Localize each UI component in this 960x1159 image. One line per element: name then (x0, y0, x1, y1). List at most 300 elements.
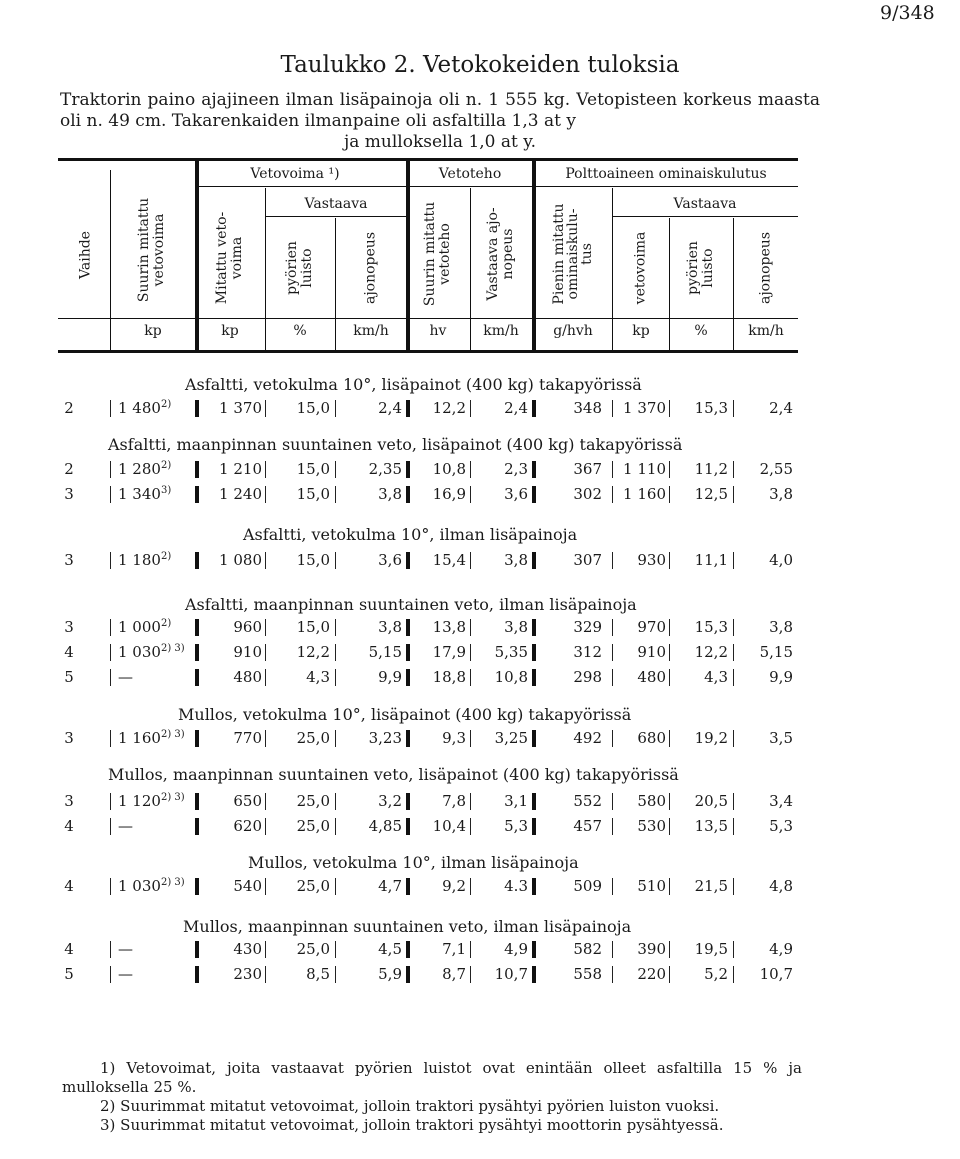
header-col-line (733, 218, 734, 352)
column-separator (612, 552, 613, 569)
value-cell: 9,3 (442, 729, 466, 747)
value-cell: 12,2 (432, 399, 466, 417)
column-separator (470, 486, 471, 503)
column-separator (669, 400, 670, 417)
value-cell: 3,8 (504, 551, 528, 569)
column-separator (470, 400, 471, 417)
column-separator (532, 793, 536, 810)
unit-rule (58, 318, 798, 319)
column-separator (532, 644, 536, 661)
max-force-cell: 1 340$^{3)}$ (118, 485, 172, 503)
value-cell: 10,8 (494, 668, 528, 686)
value-cell: 2,3 (504, 460, 528, 478)
column-separator (110, 793, 111, 810)
column-separator (110, 818, 111, 835)
value-cell: 3,8 (769, 618, 793, 636)
max-force-cell: 1 $030^{2) 3)}$ (118, 877, 185, 895)
column-separator (612, 793, 613, 810)
column-separator (335, 818, 336, 835)
value-cell: 11,1 (694, 551, 728, 569)
column-separator (110, 730, 111, 747)
footnote-ref: 2) (160, 618, 172, 629)
value-cell: 558 (573, 965, 602, 983)
header-max-power: Suurin mitattu vetoteho (422, 201, 453, 307)
header-fuel-group: Polttoaineen ominaiskulutus (565, 166, 767, 182)
value-cell: 12,5 (694, 485, 728, 503)
column-separator (470, 461, 471, 478)
value-cell: 1 240 (219, 485, 262, 503)
value-cell: 12,2 (694, 643, 728, 661)
column-separator (669, 486, 670, 503)
value-cell: 5,15 (368, 643, 402, 661)
value-cell: 960 (233, 618, 262, 636)
footnote-3: 3) Suurimmat mitatut vetovoimat, jolloin traktori pysähtyi moottorin pysähtyessä. (100, 1116, 724, 1134)
column-separator (265, 818, 266, 835)
column-separator (532, 400, 536, 417)
column-separator (110, 644, 111, 661)
unit-slip: % (293, 323, 307, 339)
value-cell: 15,0 (296, 485, 330, 503)
group-rule-vetoteho (408, 186, 534, 187)
column-separator (733, 552, 734, 569)
gear-cell: 5 (64, 965, 74, 983)
column-separator (669, 793, 670, 810)
column-separator (612, 730, 613, 747)
value-cell: 457 (573, 817, 602, 835)
column-separator (110, 400, 111, 417)
footnote-ref: 2) (160, 399, 172, 410)
column-separator (669, 941, 670, 958)
column-separator (265, 552, 266, 569)
column-separator (612, 941, 613, 958)
column-separator (612, 486, 613, 503)
value-cell: 4,85 (368, 817, 402, 835)
value-cell: 580 (637, 792, 666, 810)
value-cell: 3,8 (378, 485, 402, 503)
header-col-line (110, 170, 111, 352)
column-separator (669, 552, 670, 569)
column-separator (733, 818, 734, 835)
footnote-ref: 2) 3) (160, 729, 185, 740)
column-separator (195, 552, 199, 569)
table-row (0, 939, 960, 959)
header-fuel-force: vetovoima (632, 231, 649, 305)
value-cell: 4.3 (504, 877, 528, 895)
value-cell: 15,0 (296, 460, 330, 478)
header-fuel-slip: pyörien luisto (685, 241, 716, 295)
column-separator (733, 878, 734, 895)
column-separator (110, 669, 111, 686)
value-cell: 390 (637, 940, 666, 958)
value-cell: 770 (233, 729, 262, 747)
column-separator (406, 644, 410, 661)
value-cell: 4,9 (769, 940, 793, 958)
column-separator (406, 619, 410, 636)
column-separator (532, 461, 536, 478)
intro-line-2: ja mulloksella 1,0 at y. (343, 132, 537, 152)
header-col-line (195, 160, 199, 352)
value-cell: 3,8 (504, 618, 528, 636)
value-cell: 1 110 (623, 460, 666, 478)
column-separator (265, 730, 266, 747)
column-separator (265, 669, 266, 686)
column-separator (532, 730, 536, 747)
header-col-line (532, 160, 536, 352)
value-cell: 307 (573, 551, 602, 569)
column-separator (406, 730, 410, 747)
value-cell: 17,9 (432, 643, 466, 661)
unit-power-speed: km/h (483, 323, 519, 339)
value-cell: 2,4 (769, 399, 793, 417)
column-separator (195, 461, 199, 478)
table-row (0, 816, 960, 836)
footnote-ref: 2) (160, 460, 172, 471)
value-cell: 7,1 (442, 940, 466, 958)
table-row (0, 667, 960, 687)
value-cell: 1 080 (219, 551, 262, 569)
gear-cell: 2 (64, 460, 74, 478)
column-separator (406, 793, 410, 810)
max-force-cell: 1 $160^{2) 3)}$ (118, 729, 185, 747)
header-slip: pyörien luisto (284, 241, 315, 295)
column-separator (110, 966, 111, 983)
value-cell: 21,5 (694, 877, 728, 895)
footnote-ref: 2) 3) (160, 643, 185, 654)
value-cell: 312 (573, 643, 602, 661)
column-separator (669, 730, 670, 747)
section-title: Mullos, maanpinnan suuntainen veto, lisäpainot (400 kg) takapyörissä (108, 765, 679, 784)
value-cell: 552 (573, 792, 602, 810)
column-separator (733, 619, 734, 636)
max-force-cell: — (118, 940, 133, 958)
value-cell: 367 (573, 460, 602, 478)
column-separator (612, 878, 613, 895)
header-col-line (265, 188, 266, 352)
column-separator (733, 400, 734, 417)
value-cell: 480 (233, 668, 262, 686)
column-separator (470, 941, 471, 958)
value-cell: 4,9 (504, 940, 528, 958)
section-title: Mullos, vetokulma 10°, lisäpainot (400 kg) takapyörissä (178, 705, 632, 724)
table-row (0, 550, 960, 570)
value-cell: 4,3 (704, 668, 728, 686)
footnote-ref: 2) 3) (160, 792, 185, 803)
value-cell: 230 (233, 965, 262, 983)
column-separator (335, 486, 336, 503)
max-force-cell: 1 480$^{2)}$ (118, 399, 172, 417)
column-separator (406, 461, 410, 478)
value-cell: 10,4 (432, 817, 466, 835)
column-separator (335, 669, 336, 686)
value-cell: 510 (637, 877, 666, 895)
column-separator (532, 941, 536, 958)
column-separator (733, 461, 734, 478)
column-separator (195, 486, 199, 503)
column-separator (335, 461, 336, 478)
column-separator (335, 730, 336, 747)
header-col-line (669, 218, 670, 352)
header-vastaava2: Vastaava (673, 196, 737, 212)
value-cell: 15,4 (432, 551, 466, 569)
header-power-speed: Vastaava ajo- nopeus (485, 207, 516, 301)
footnote-1: 1) Vetovoimat, joita vastaavat pyörien luistot ovat enintään olleet asfaltilla 15 % ja mulloksella 25 %. (62, 1059, 802, 1096)
value-cell: 18,8 (432, 668, 466, 686)
value-cell: 15,3 (694, 399, 728, 417)
column-separator (265, 461, 266, 478)
header-col-line (335, 218, 336, 352)
header-max-force: Suurin mitattu vetovoima (136, 197, 167, 303)
value-cell: 4,0 (769, 551, 793, 569)
column-separator (335, 400, 336, 417)
value-cell: 930 (637, 551, 666, 569)
table-row (0, 484, 960, 504)
column-separator (733, 966, 734, 983)
page-number: 9/348 (880, 2, 935, 24)
footnotes (62, 1059, 802, 1135)
column-separator (110, 619, 111, 636)
column-separator (335, 644, 336, 661)
value-cell: 7,8 (442, 792, 466, 810)
column-separator (110, 878, 111, 895)
value-cell: 3,4 (769, 792, 793, 810)
column-separator (195, 730, 199, 747)
intro-line-1: Traktorin paino ajajineen ilman lisäpainoja oli n. 1 555 kg. Vetopisteen korkeus maasta oli n. 49 cm. Takarenkaiden ilmanpaine oli asfaltilla 1,3 at y (60, 90, 820, 131)
unit-power: hv (429, 323, 447, 339)
value-cell: 4,5 (378, 940, 402, 958)
column-separator (532, 669, 536, 686)
gear-cell: 3 (64, 792, 74, 810)
value-cell: 5,3 (769, 817, 793, 835)
value-cell: 25,0 (296, 792, 330, 810)
column-separator (406, 941, 410, 958)
header-fuel-speed: ajonopeus (757, 231, 774, 305)
column-separator (470, 644, 471, 661)
table-row (0, 791, 960, 811)
value-cell: 9,9 (378, 668, 402, 686)
value-cell: 5,35 (494, 643, 528, 661)
header-speed: ajonopeus (362, 231, 379, 305)
header-col-line (612, 188, 613, 352)
subgroup-rule-vastaava (265, 216, 408, 217)
value-cell: 10,8 (432, 460, 466, 478)
column-separator (265, 878, 266, 895)
column-separator (470, 619, 471, 636)
column-separator (470, 669, 471, 686)
column-separator (532, 966, 536, 983)
value-cell: 540 (233, 877, 262, 895)
unit-fuel-force: kp (632, 323, 650, 339)
column-separator (406, 552, 410, 569)
value-cell: 3,5 (769, 729, 793, 747)
column-separator (110, 941, 111, 958)
value-cell: 1 160 (623, 485, 666, 503)
value-cell: 582 (573, 940, 602, 958)
value-cell: 10,7 (494, 965, 528, 983)
column-separator (612, 669, 613, 686)
column-separator (195, 966, 199, 983)
gear-cell: 3 (64, 485, 74, 503)
column-separator (265, 644, 266, 661)
value-cell: 3,25 (494, 729, 528, 747)
column-separator (669, 966, 670, 983)
column-separator (110, 486, 111, 503)
value-cell: 910 (233, 643, 262, 661)
value-cell: 4,8 (769, 877, 793, 895)
value-cell: 5,3 (504, 817, 528, 835)
value-cell: 3,23 (368, 729, 402, 747)
column-separator (110, 461, 111, 478)
table-row (0, 617, 960, 637)
table-row (0, 642, 960, 662)
table-row (0, 398, 960, 418)
value-cell: 9,9 (769, 668, 793, 686)
max-force-cell: 1 280$^{2)}$ (118, 460, 172, 478)
value-cell: 5,15 (759, 643, 793, 661)
column-separator (612, 644, 613, 661)
column-separator (669, 878, 670, 895)
value-cell: 5,9 (378, 965, 402, 983)
column-separator (335, 619, 336, 636)
value-cell: 19,5 (694, 940, 728, 958)
value-cell: 329 (573, 618, 602, 636)
column-separator (532, 552, 536, 569)
gear-cell: 5 (64, 668, 74, 686)
page-title: Taulukko 2. Vetokokeiden tuloksia (280, 52, 680, 78)
column-separator (265, 619, 266, 636)
unit-speed: km/h (353, 323, 389, 339)
value-cell: 20,5 (694, 792, 728, 810)
column-separator (195, 669, 199, 686)
column-separator (195, 644, 199, 661)
gear-cell: 3 (64, 729, 74, 747)
column-separator (669, 818, 670, 835)
gear-cell: 2 (64, 399, 74, 417)
column-separator (470, 878, 471, 895)
value-cell: 910 (637, 643, 666, 661)
value-cell: 1 210 (219, 460, 262, 478)
value-cell: 3,6 (378, 551, 402, 569)
header-measured-force: Mitattu veto- voima (214, 211, 245, 305)
header-top-rule (58, 158, 798, 161)
column-separator (612, 619, 613, 636)
value-cell: 15,0 (296, 551, 330, 569)
value-cell: 970 (637, 618, 666, 636)
column-separator (733, 793, 734, 810)
value-cell: 25,0 (296, 729, 330, 747)
header-vetoteho-group: Vetoteho (438, 166, 502, 182)
value-cell: 11,2 (694, 460, 728, 478)
section-title: Mullos, vetokulma 10°, ilman lisäpainoja (248, 853, 579, 872)
value-cell: 13,5 (694, 817, 728, 835)
value-cell: 25,0 (296, 877, 330, 895)
value-cell: 509 (573, 877, 602, 895)
column-separator (733, 730, 734, 747)
value-cell: 16,9 (432, 485, 466, 503)
value-cell: 530 (637, 817, 666, 835)
column-separator (265, 400, 266, 417)
value-cell: 2,4 (504, 399, 528, 417)
value-cell: 9,2 (442, 877, 466, 895)
section-title: Asfaltti, maanpinnan suuntainen veto, lisäpainot (400 kg) takapyörissä (108, 435, 683, 454)
unit-fuel-slip: % (694, 323, 708, 339)
value-cell: 25,0 (296, 940, 330, 958)
value-cell: 620 (233, 817, 262, 835)
column-separator (406, 966, 410, 983)
column-separator (470, 966, 471, 983)
value-cell: 302 (573, 485, 602, 503)
column-separator (335, 793, 336, 810)
column-separator (532, 619, 536, 636)
column-separator (470, 818, 471, 835)
value-cell: 13,8 (432, 618, 466, 636)
value-cell: 3,8 (769, 485, 793, 503)
unit-fuel-speed: km/h (748, 323, 784, 339)
column-separator (195, 818, 199, 835)
gear-cell: 3 (64, 618, 74, 636)
value-cell: 1 370 (219, 399, 262, 417)
subgroup-rule-vastaava2 (612, 216, 798, 217)
value-cell: 8,7 (442, 965, 466, 983)
column-separator (733, 941, 734, 958)
column-separator (406, 669, 410, 686)
footnote-ref: 2) 3) (160, 877, 185, 888)
column-separator (406, 818, 410, 835)
footnote-2: 2) Suurimmat mitatut vetovoimat, jolloin traktori pysähtyi pyörien luiston vuoksi. (100, 1097, 720, 1115)
column-separator (265, 966, 266, 983)
section-title: Asfaltti, vetokulma 10°, ilman lisäpainoja (243, 525, 578, 544)
gear-cell: 3 (64, 551, 74, 569)
column-separator (470, 793, 471, 810)
column-separator (669, 669, 670, 686)
value-cell: 5,2 (704, 965, 728, 983)
intro-text (60, 90, 820, 153)
value-cell: 3,6 (504, 485, 528, 503)
value-cell: 25,0 (296, 817, 330, 835)
column-separator (470, 730, 471, 747)
column-separator (195, 878, 199, 895)
value-cell: 650 (233, 792, 262, 810)
column-separator (195, 619, 199, 636)
column-separator (335, 941, 336, 958)
column-separator (335, 552, 336, 569)
header-vetovoima-group: Vetovoima ¹) (250, 166, 340, 182)
gear-cell: 4 (64, 940, 74, 958)
value-cell: 298 (573, 668, 602, 686)
gear-cell: 4 (64, 817, 74, 835)
value-cell: 430 (233, 940, 262, 958)
value-cell: 2,35 (368, 460, 402, 478)
unit-max-force: kp (144, 323, 162, 339)
column-separator (335, 878, 336, 895)
max-force-cell: 1 $030^{2) 3)}$ (118, 643, 185, 661)
header-col-line (406, 160, 410, 352)
column-separator (265, 793, 266, 810)
value-cell: 15,0 (296, 618, 330, 636)
section-title: Asfaltti, vetokulma 10°, lisäpainot (400 kg) takapyörissä (185, 375, 642, 394)
table-row (0, 728, 960, 748)
section-title: Asfaltti, maanpinnan suuntainen veto, ilman lisäpainoja (185, 595, 637, 614)
unit-consumption: g/hvh (553, 323, 593, 339)
column-separator (612, 400, 613, 417)
value-cell: 220 (637, 965, 666, 983)
max-force-cell: 1 180$^{2)}$ (118, 551, 172, 569)
header-col-line (470, 188, 471, 352)
value-cell: 1 370 (623, 399, 666, 417)
column-separator (532, 818, 536, 835)
column-separator (470, 552, 471, 569)
value-cell: 15,0 (296, 399, 330, 417)
header-min-consumption: Pienin mitattu ominaiskulu- tus (551, 203, 595, 305)
